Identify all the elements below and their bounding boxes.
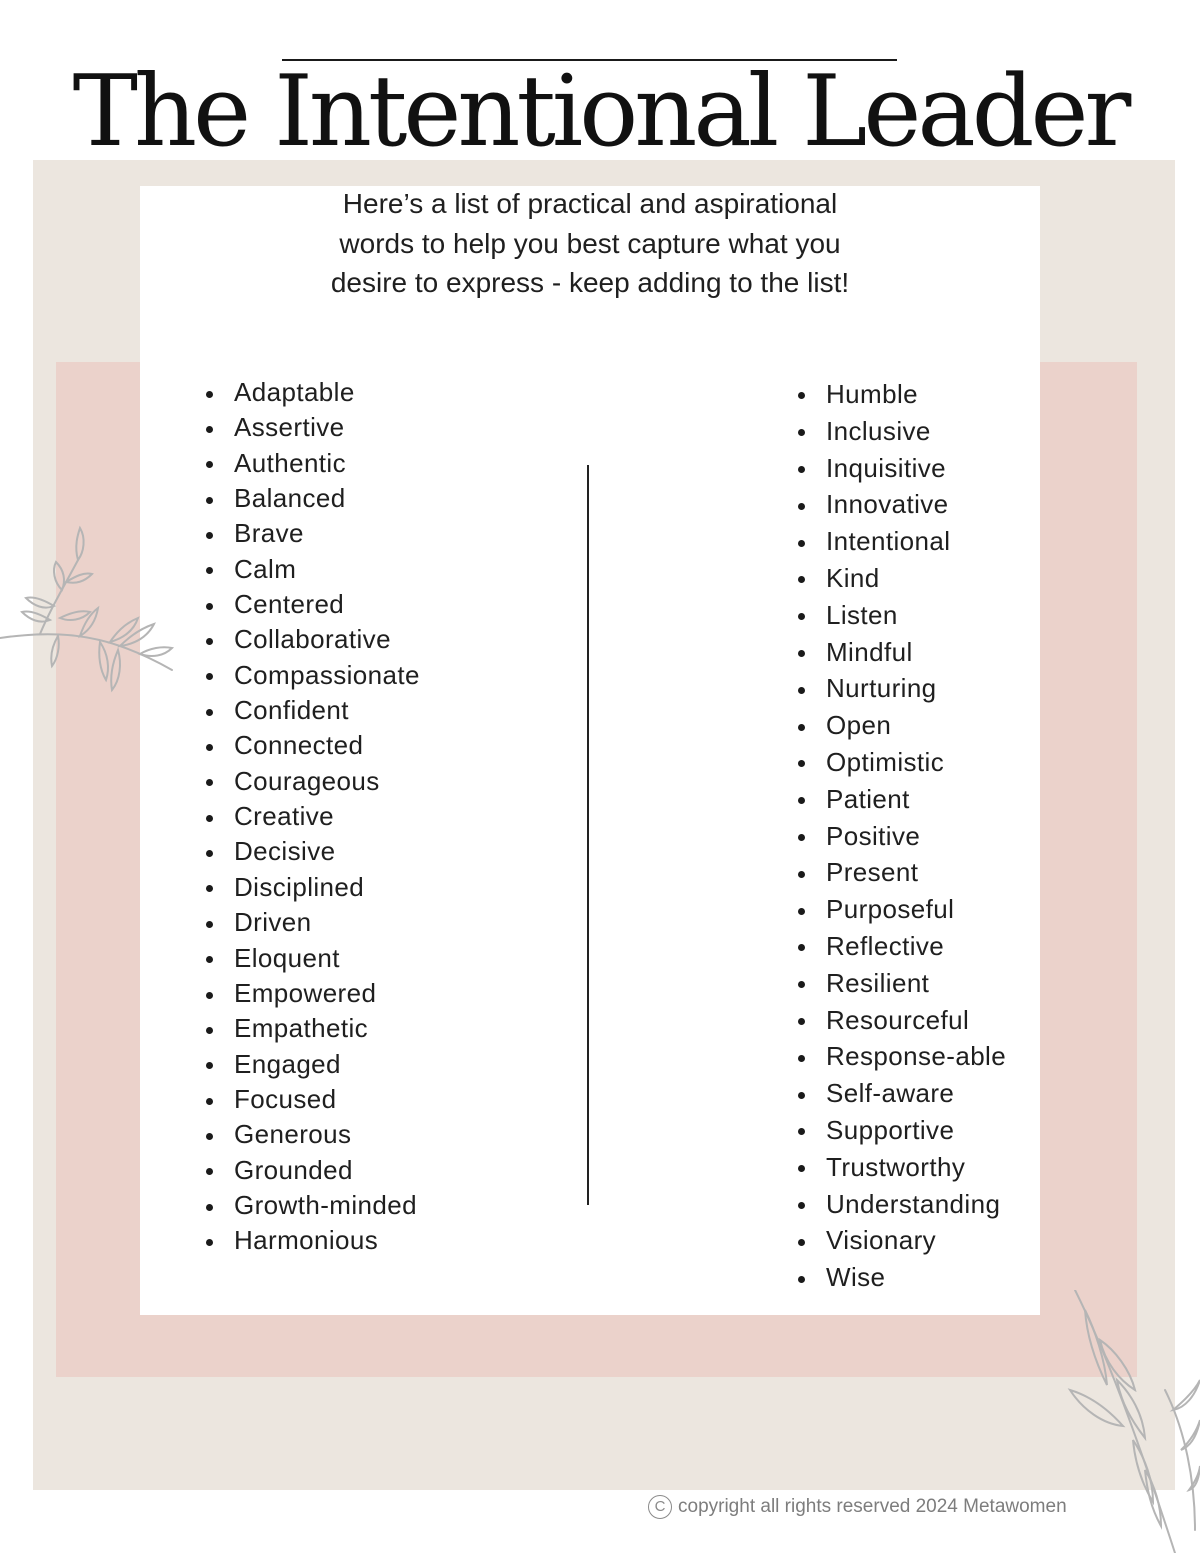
list-item: Supportive xyxy=(798,1112,1006,1149)
list-item: Eloquent xyxy=(206,941,420,976)
list-item: Collaborative xyxy=(206,622,420,657)
column-divider xyxy=(587,465,589,1205)
list-item: Empowered xyxy=(206,976,420,1011)
list-item: Present xyxy=(798,854,1006,891)
list-item: Nurturing xyxy=(798,670,1006,707)
list-item: Wise xyxy=(798,1259,1006,1296)
right-word-list xyxy=(798,376,1006,1296)
list-item: Decisive xyxy=(206,834,420,869)
list-item: Disciplined xyxy=(206,870,420,905)
list-item: Empathetic xyxy=(206,1011,420,1046)
intro-line-1: Here’s a list of practical and aspirational xyxy=(342,188,838,219)
copyright-icon: C xyxy=(648,1495,672,1519)
list-item: Confident xyxy=(206,693,420,728)
list-item: Calm xyxy=(206,552,420,587)
list-item: Understanding xyxy=(798,1186,1006,1223)
list-item: Self-aware xyxy=(798,1075,1006,1112)
list-item: Connected xyxy=(206,728,420,763)
left-word-list xyxy=(206,375,420,1259)
list-item: Brave xyxy=(206,516,420,551)
list-item: Humble xyxy=(798,376,1006,413)
intro-line-2: words to help you best capture what you xyxy=(339,227,841,259)
list-item: Reflective xyxy=(798,928,1006,965)
copyright-text: copyright all rights reserved 2024 Metawomen xyxy=(678,1496,1067,1517)
intro-text xyxy=(140,184,1040,303)
list-item: Inclusive xyxy=(798,413,1006,450)
list-item: Purposeful xyxy=(798,891,1006,928)
list-item: Open xyxy=(798,707,1006,744)
list-item: Inquisitive xyxy=(798,450,1006,487)
list-item: Adaptable xyxy=(206,375,420,410)
list-item: Optimistic xyxy=(798,744,1006,781)
list-item: Resilient xyxy=(798,965,1006,1002)
list-item: Resourceful xyxy=(798,1002,1006,1039)
leaf-sprig-icon xyxy=(1045,1290,1200,1553)
list-item: Response-able xyxy=(798,1038,1006,1075)
list-item: Engaged xyxy=(206,1047,420,1082)
list-item: Intentional xyxy=(798,523,1006,560)
intro-line-3: desire to express - keep adding to the list! xyxy=(330,267,850,298)
list-item: Creative xyxy=(206,799,420,834)
list-item: Courageous xyxy=(206,764,420,799)
list-item: Driven xyxy=(206,905,420,940)
list-item: Listen xyxy=(798,597,1006,634)
copyright-notice xyxy=(648,1495,1067,1519)
list-item: Innovative xyxy=(798,486,1006,523)
list-item: Visionary xyxy=(798,1222,1006,1259)
list-item: Patient xyxy=(798,781,1006,818)
list-item: Compassionate xyxy=(206,658,420,693)
list-item: Growth-minded xyxy=(206,1188,420,1223)
list-item: Kind xyxy=(798,560,1006,597)
list-item: Grounded xyxy=(206,1153,420,1188)
list-item: Authentic xyxy=(206,446,420,481)
list-item: Trustworthy xyxy=(798,1149,1006,1186)
list-item: Mindful xyxy=(798,634,1006,671)
list-item: Assertive xyxy=(206,410,420,445)
list-item: Positive xyxy=(798,818,1006,855)
leaf-sprig-icon xyxy=(0,520,180,710)
list-item: Harmonious xyxy=(206,1223,420,1258)
list-item: Focused xyxy=(206,1082,420,1117)
page-title: The Intentional Leader xyxy=(72,55,1128,169)
list-item: Generous xyxy=(206,1117,420,1152)
list-item: Balanced xyxy=(206,481,420,516)
list-item: Centered xyxy=(206,587,420,622)
